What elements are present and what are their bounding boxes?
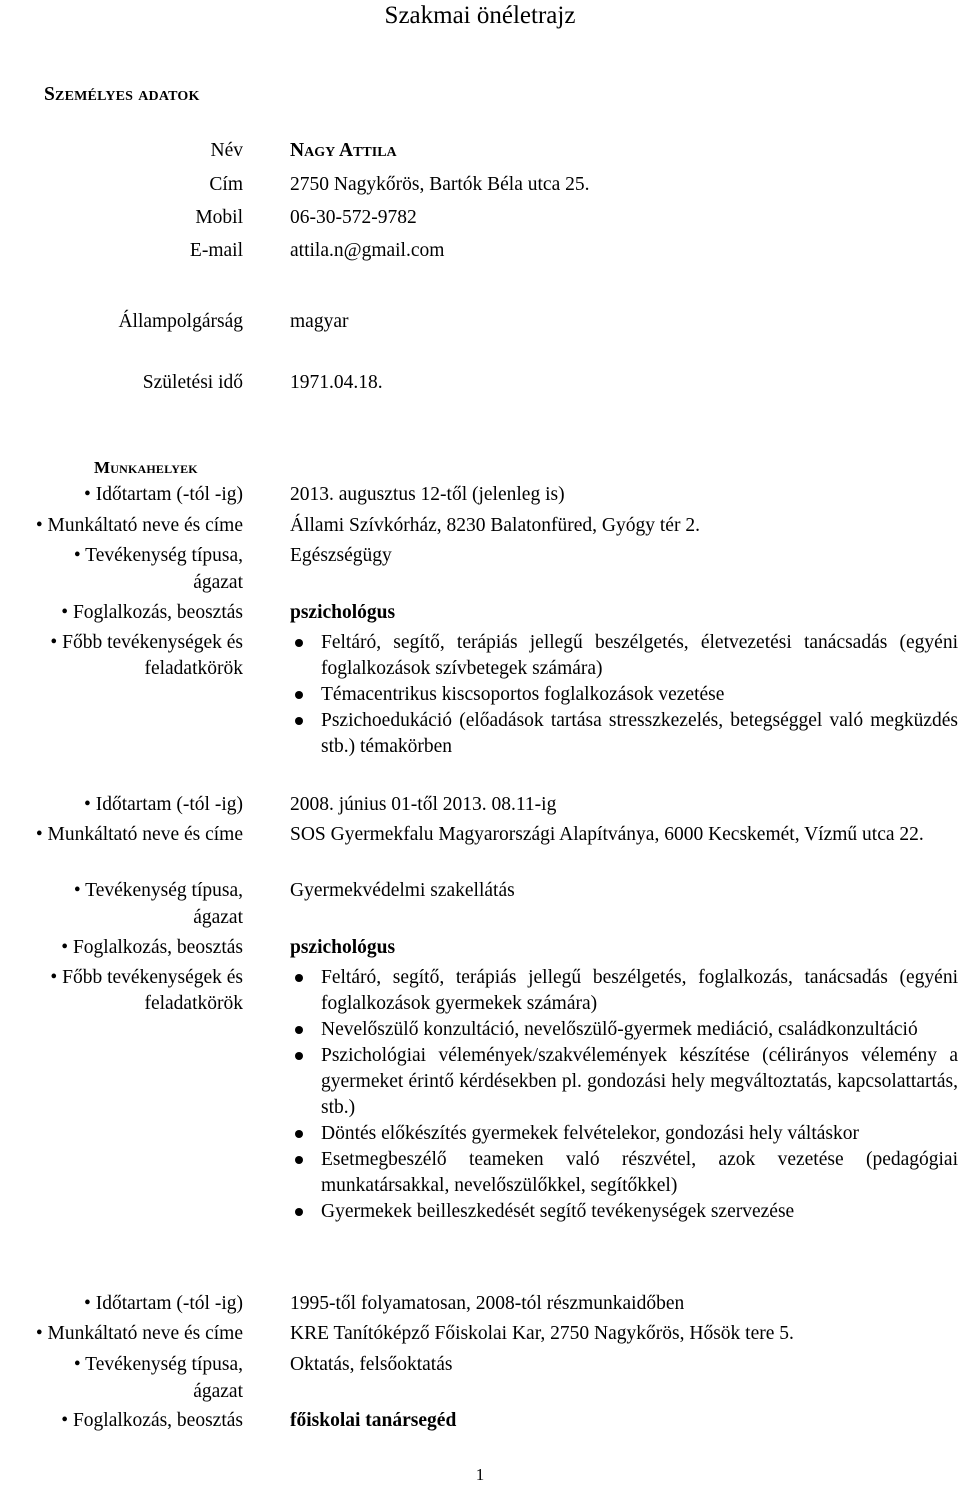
employer-label: • Munkáltató neve és címe xyxy=(35,824,243,845)
employer-label: • Munkáltató neve és címe xyxy=(35,515,243,536)
job1-position: pszichológus xyxy=(290,602,396,623)
job3-type: Oktatás, felsőoktatás xyxy=(290,1354,453,1375)
citizenship-value: magyar xyxy=(290,311,349,332)
list-item: Feltáró, segítő, terápiás jellegű beszélgetés, foglalkozás, tanácsadás (egyéni foglalkozások gyermekek számára) xyxy=(290,965,958,1017)
list-item: Pszichológiai vélemények/szakvélemények készítése (célirányos vélemény a gyermeket érintő kérdésekben pl. gondozási hely megváltoztatás, kapcsolattartás, stb.) xyxy=(290,1043,958,1121)
address-label: Cím xyxy=(209,174,243,195)
list-item: Nevelőszülő konzultáció, nevelőszülő-gyermek mediáció, családkonzultáció xyxy=(290,1017,958,1043)
activity-sector-label: ágazat xyxy=(193,1381,243,1402)
list-item: Gyermekek beilleszkedését segítő tevékenységek szervezése xyxy=(290,1199,958,1225)
email-value: attila.n@gmail.com xyxy=(290,240,445,261)
activity-type-label: • Tevékenység típusa, xyxy=(73,1354,243,1375)
employer-label: • Munkáltató neve és címe xyxy=(35,1323,243,1344)
job3-period: 1995-től folyamatosan, 2008-tól részmunkaidőben xyxy=(290,1293,685,1314)
name-value: Nagy Attila xyxy=(290,140,397,161)
birth-date-label: Születési idő xyxy=(142,372,243,393)
job3-employer: KRE Tanítóképző Főiskolai Kar, 2750 Nagykőrös, Hősök tere 5. xyxy=(290,1323,794,1344)
work-section-heading: Munkahelyek xyxy=(94,458,198,477)
page-number: 1 xyxy=(475,1465,485,1484)
job2-employer: SOS Gyermekfalu Magyarországi Alapítványa, 6000 Kecskemét, Vízmű utca 22. xyxy=(290,824,924,845)
job2-type: Gyermekvédelmi szakellátás xyxy=(290,880,515,901)
activity-sector-label: ágazat xyxy=(193,907,243,928)
job2-position: pszichológus xyxy=(290,937,396,958)
job1-duties-list xyxy=(290,630,958,760)
list-item: Feltáró, segítő, terápiás jellegű beszélgetés, életvezetési tanácsadás (egyéni foglalkozások szívbetegek számára) xyxy=(290,630,958,682)
duties-label-cont: feladatkörök xyxy=(144,993,243,1014)
birth-date-value: 1971.04.18. xyxy=(290,372,383,393)
list-item: Témacentrikus kiscsoportos foglalkozások vezetése xyxy=(290,682,958,708)
position-label: • Foglalkozás, beosztás xyxy=(61,1410,243,1431)
name-label: Név xyxy=(210,140,243,161)
period-label: • Időtartam (-tól -ig) xyxy=(84,1293,243,1314)
duties-label: • Főbb tevékenységek és xyxy=(50,967,243,988)
list-item: Döntés előkészítés gyermekek felvételekor, gondozási hely váltáskor xyxy=(290,1121,958,1147)
job2-period: 2008. június 01-től 2013. 08.11-ig xyxy=(290,794,557,815)
mobile-label: Mobil xyxy=(195,207,243,228)
period-label: • Időtartam (-tól -ig) xyxy=(84,484,243,505)
job2-duties-list xyxy=(290,965,958,1225)
job3-position: főiskolai tanársegéd xyxy=(290,1410,457,1431)
job1-type: Egészségügy xyxy=(290,545,392,566)
citizenship-label: Állampolgárság xyxy=(118,311,243,332)
address-value: 2750 Nagykőrös, Bartók Béla utca 25. xyxy=(290,174,590,195)
period-label: • Időtartam (-tól -ig) xyxy=(84,794,243,815)
list-item: Esetmegbeszélő teameken való részvétel, azok vezetése (pedagógiai munkatársakkal, nevelőszülőkkel, segítőkkel) xyxy=(290,1147,958,1199)
activity-type-label: • Tevékenység típusa, xyxy=(73,545,243,566)
activity-sector-label: ágazat xyxy=(193,572,243,593)
job1-period: 2013. augusztus 12-től (jelenleg is) xyxy=(290,484,565,505)
position-label: • Foglalkozás, beosztás xyxy=(61,937,243,958)
mobile-value: 06-30-572-9782 xyxy=(290,207,417,228)
list-item: Pszichoedukáció (előadások tartása stresszkezelés, betegséggel való megküzdés stb.) témakörben xyxy=(290,708,958,760)
position-label: • Foglalkozás, beosztás xyxy=(61,602,243,623)
job1-employer: Állami Szívkórház, 8230 Balatonfüred, Gyógy tér 2. xyxy=(290,515,700,536)
page-title: Szakmai önéletrajz xyxy=(384,2,576,29)
duties-label: • Főbb tevékenységek és xyxy=(50,632,243,653)
activity-type-label: • Tevékenység típusa, xyxy=(73,880,243,901)
duties-label-cont: feladatkörök xyxy=(144,658,243,679)
email-label: E-mail xyxy=(189,240,243,261)
personal-section-heading: Személyes adatok xyxy=(44,84,200,105)
